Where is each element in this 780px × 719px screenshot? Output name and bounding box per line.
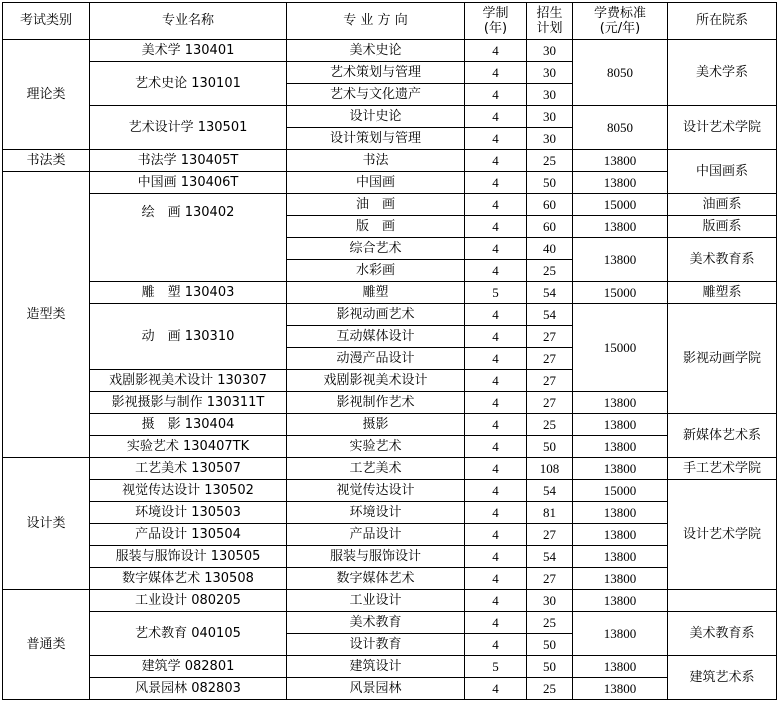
- direction-cell: 影视制作艺术: [287, 392, 465, 414]
- duration-cell: 4: [465, 568, 527, 590]
- fee-cell: 13800: [573, 436, 668, 458]
- department-cell: 手工艺术学院: [668, 458, 777, 480]
- header-department: 所在院系: [668, 3, 777, 40]
- direction-cell: 服装与服饰设计: [287, 546, 465, 568]
- duration-cell: 4: [465, 524, 527, 546]
- table-row: [3, 480, 777, 502]
- duration-cell: 4: [465, 480, 527, 502]
- enrollment-cell: 30: [527, 106, 573, 128]
- category-cell: 理论类: [3, 40, 90, 150]
- department-cell: 美术教育系: [668, 238, 777, 282]
- table-row: [3, 546, 777, 568]
- direction-cell: 雕塑: [287, 282, 465, 304]
- major-cell: 艺术史论 130101: [90, 62, 287, 106]
- table-row: [3, 656, 777, 678]
- department-cell: 设计艺术学院: [668, 480, 777, 590]
- major-cell: 书法学 130405T: [90, 150, 287, 172]
- direction-cell: 艺术策划与管理: [287, 62, 465, 84]
- major-cell: 工艺美术 130507: [90, 458, 287, 480]
- enrollment-cell: 27: [527, 568, 573, 590]
- major-cell: 视觉传达设计 130502: [90, 480, 287, 502]
- enrollment-cell: 54: [527, 480, 573, 502]
- fee-cell: 13800: [573, 150, 668, 172]
- department-cell: 版画系: [668, 216, 777, 238]
- table-row: [3, 106, 777, 128]
- fee-cell: 13800: [573, 238, 668, 282]
- table-row: [3, 502, 777, 524]
- major-cell: 中国画 130406T: [90, 172, 287, 194]
- table-row: [3, 414, 777, 436]
- table-row: [3, 304, 777, 326]
- table-row: [3, 458, 777, 480]
- major-cell: 数字媒体艺术 130508: [90, 568, 287, 590]
- enrollment-cell: 108: [527, 458, 573, 480]
- major-cell: 动 画 130310: [90, 304, 287, 370]
- duration-cell: 4: [465, 414, 527, 436]
- duration-cell: 4: [465, 370, 527, 392]
- fee-cell: 13800: [573, 414, 668, 436]
- fee-cell: 15000: [573, 194, 668, 216]
- category-cell: 普通类: [3, 590, 90, 700]
- duration-cell: 5: [465, 656, 527, 678]
- department-cell: 雕塑系: [668, 282, 777, 304]
- duration-cell: 4: [465, 128, 527, 150]
- duration-cell: 4: [465, 238, 527, 260]
- enrollment-cell: 30: [527, 590, 573, 612]
- direction-cell: 综合艺术: [287, 238, 465, 260]
- fee-cell: 13800: [573, 612, 668, 656]
- direction-cell: 影视动画艺术: [287, 304, 465, 326]
- category-cell: 书法类: [3, 150, 90, 172]
- major-cell: 风景园林 082803: [90, 678, 287, 700]
- category-cell: 造型类: [3, 172, 90, 458]
- duration-cell: 4: [465, 634, 527, 656]
- direction-cell: 油 画: [287, 194, 465, 216]
- header-major: 专业名称: [90, 3, 287, 40]
- duration-cell: 4: [465, 392, 527, 414]
- enrollment-table: [2, 2, 777, 700]
- enrollment-cell: 50: [527, 634, 573, 656]
- enrollment-cell: 60: [527, 194, 573, 216]
- duration-cell: 4: [465, 216, 527, 238]
- enrollment-cell: 50: [527, 436, 573, 458]
- enrollment-cell: 30: [527, 128, 573, 150]
- duration-cell: 4: [465, 260, 527, 282]
- major-cell: 产品设计 130504: [90, 524, 287, 546]
- enrollment-cell: 25: [527, 260, 573, 282]
- table-row: [3, 194, 777, 216]
- table-row: [3, 568, 777, 590]
- duration-cell: 4: [465, 172, 527, 194]
- direction-cell: 水彩画: [287, 260, 465, 282]
- fee-cell: 13800: [573, 392, 668, 414]
- enrollment-cell: 40: [527, 238, 573, 260]
- table-row: [3, 678, 777, 700]
- duration-cell: 4: [465, 326, 527, 348]
- major-cell: 摄 影 130404: [90, 414, 287, 436]
- enrollment-cell: 54: [527, 304, 573, 326]
- table-row: [3, 590, 777, 612]
- fee-cell: 15000: [573, 282, 668, 304]
- duration-cell: 4: [465, 590, 527, 612]
- enrollment-cell: 60: [527, 216, 573, 238]
- direction-cell: 中国画: [287, 172, 465, 194]
- direction-cell: 艺术与文化遗产: [287, 84, 465, 106]
- direction-cell: 设计教育: [287, 634, 465, 656]
- fee-cell: 13800: [573, 678, 668, 700]
- header-row: [3, 3, 777, 40]
- duration-cell: 4: [465, 436, 527, 458]
- duration-cell: 4: [465, 678, 527, 700]
- table-row: [3, 40, 777, 62]
- direction-cell: 数字媒体艺术: [287, 568, 465, 590]
- direction-cell: 实验艺术: [287, 436, 465, 458]
- direction-cell: 工艺美术: [287, 458, 465, 480]
- direction-cell: 设计史论: [287, 106, 465, 128]
- major-cell: 影视摄影与制作 130311T: [90, 392, 287, 414]
- duration-cell: 4: [465, 194, 527, 216]
- fee-cell: 13800: [573, 590, 668, 612]
- table-row: [3, 150, 777, 172]
- direction-cell: 美术史论: [287, 40, 465, 62]
- fee-cell: 13800: [573, 458, 668, 480]
- duration-cell: 4: [465, 62, 527, 84]
- fee-cell: 8050: [573, 40, 668, 106]
- duration-cell: 4: [465, 458, 527, 480]
- fee-cell: 13800: [573, 656, 668, 678]
- table-row: [3, 524, 777, 546]
- enrollment-cell: 50: [527, 172, 573, 194]
- duration-cell: 4: [465, 150, 527, 172]
- direction-cell: 互动媒体设计: [287, 326, 465, 348]
- direction-cell: 美术教育: [287, 612, 465, 634]
- duration-cell: 4: [465, 304, 527, 326]
- major-cell: 工业设计 080205: [90, 590, 287, 612]
- major-cell: 服装与服饰设计 130505: [90, 546, 287, 568]
- direction-cell: 版 画: [287, 216, 465, 238]
- fee-cell: 13800: [573, 502, 668, 524]
- fee-cell: 13800: [573, 216, 668, 238]
- duration-cell: 4: [465, 348, 527, 370]
- direction-cell: 动漫产品设计: [287, 348, 465, 370]
- enrollment-cell: 27: [527, 326, 573, 348]
- direction-cell: 戏剧影视美术设计: [287, 370, 465, 392]
- enrollment-cell: 25: [527, 414, 573, 436]
- table-row: [3, 436, 777, 458]
- direction-cell: 建筑设计: [287, 656, 465, 678]
- major-cell: 雕 塑 130403: [90, 282, 287, 304]
- fee-cell: 8050: [573, 106, 668, 150]
- duration-cell: 4: [465, 502, 527, 524]
- enrollment-cell: 30: [527, 84, 573, 106]
- enrollment-cell: 27: [527, 348, 573, 370]
- duration-cell: 4: [465, 106, 527, 128]
- enrollment-cell: 30: [527, 40, 573, 62]
- major-cell: 戏剧影视美术设计 130307: [90, 370, 287, 392]
- header-duration: 学制 (年): [465, 3, 527, 40]
- fee-cell: 13800: [573, 172, 668, 194]
- duration-cell: 4: [465, 40, 527, 62]
- enrollment-cell: 81: [527, 502, 573, 524]
- fee-cell: 13800: [573, 546, 668, 568]
- direction-cell: 风景园林: [287, 678, 465, 700]
- department-cell: 中国画系: [668, 150, 777, 194]
- enrollment-cell: 50: [527, 656, 573, 678]
- fee-cell: 15000: [573, 480, 668, 502]
- major-cell: 艺术教育 040105: [90, 612, 287, 656]
- department-cell: 油画系: [668, 194, 777, 216]
- major-cell: 环境设计 130503: [90, 502, 287, 524]
- major-cell: 艺术设计学 130501: [90, 106, 287, 150]
- major-cell: 美术学 130401: [90, 40, 287, 62]
- direction-cell: 工业设计: [287, 590, 465, 612]
- direction-cell: 环境设计: [287, 502, 465, 524]
- table-row: [3, 612, 777, 634]
- major-cell: 建筑学 082801: [90, 656, 287, 678]
- enrollment-cell: 27: [527, 524, 573, 546]
- department-cell: 美术学系: [668, 40, 777, 106]
- enrollment-cell: 27: [527, 370, 573, 392]
- major-cell: 实验艺术 130407TK: [90, 436, 287, 458]
- table-row: [3, 172, 777, 194]
- duration-cell: 5: [465, 282, 527, 304]
- header-category: 考试类别: [3, 3, 90, 40]
- enrollment-cell: 25: [527, 678, 573, 700]
- direction-cell: 设计策划与管理: [287, 128, 465, 150]
- department-cell: 影视动画学院: [668, 304, 777, 414]
- enrollment-cell: 54: [527, 282, 573, 304]
- department-cell: [668, 590, 777, 612]
- header-fee: 学费标准 (元/年): [573, 3, 668, 40]
- department-cell: 新媒体艺术系: [668, 414, 777, 458]
- department-cell: 美术教育系: [668, 612, 777, 656]
- enrollment-cell: 25: [527, 612, 573, 634]
- header-enrollment: 招生 计划: [527, 3, 573, 40]
- fee-cell: 13800: [573, 568, 668, 590]
- fee-cell: 13800: [573, 524, 668, 546]
- enrollment-cell: 27: [527, 392, 573, 414]
- department-cell: 建筑艺术系: [668, 656, 777, 700]
- direction-cell: 视觉传达设计: [287, 480, 465, 502]
- direction-cell: 书法: [287, 150, 465, 172]
- direction-cell: 摄影: [287, 414, 465, 436]
- duration-cell: 4: [465, 84, 527, 106]
- major-cell: 绘 画 130402: [90, 194, 287, 282]
- duration-cell: 4: [465, 612, 527, 634]
- duration-cell: 4: [465, 546, 527, 568]
- enrollment-cell: 30: [527, 62, 573, 84]
- fee-cell: 15000: [573, 304, 668, 392]
- direction-cell: 产品设计: [287, 524, 465, 546]
- department-cell: 设计艺术学院: [668, 106, 777, 150]
- enrollment-cell: 54: [527, 546, 573, 568]
- table-row: [3, 392, 777, 414]
- category-cell: 设计类: [3, 458, 90, 590]
- header-direction: 专 业 方 向: [287, 3, 465, 40]
- table-row: [3, 282, 777, 304]
- enrollment-cell: 25: [527, 150, 573, 172]
